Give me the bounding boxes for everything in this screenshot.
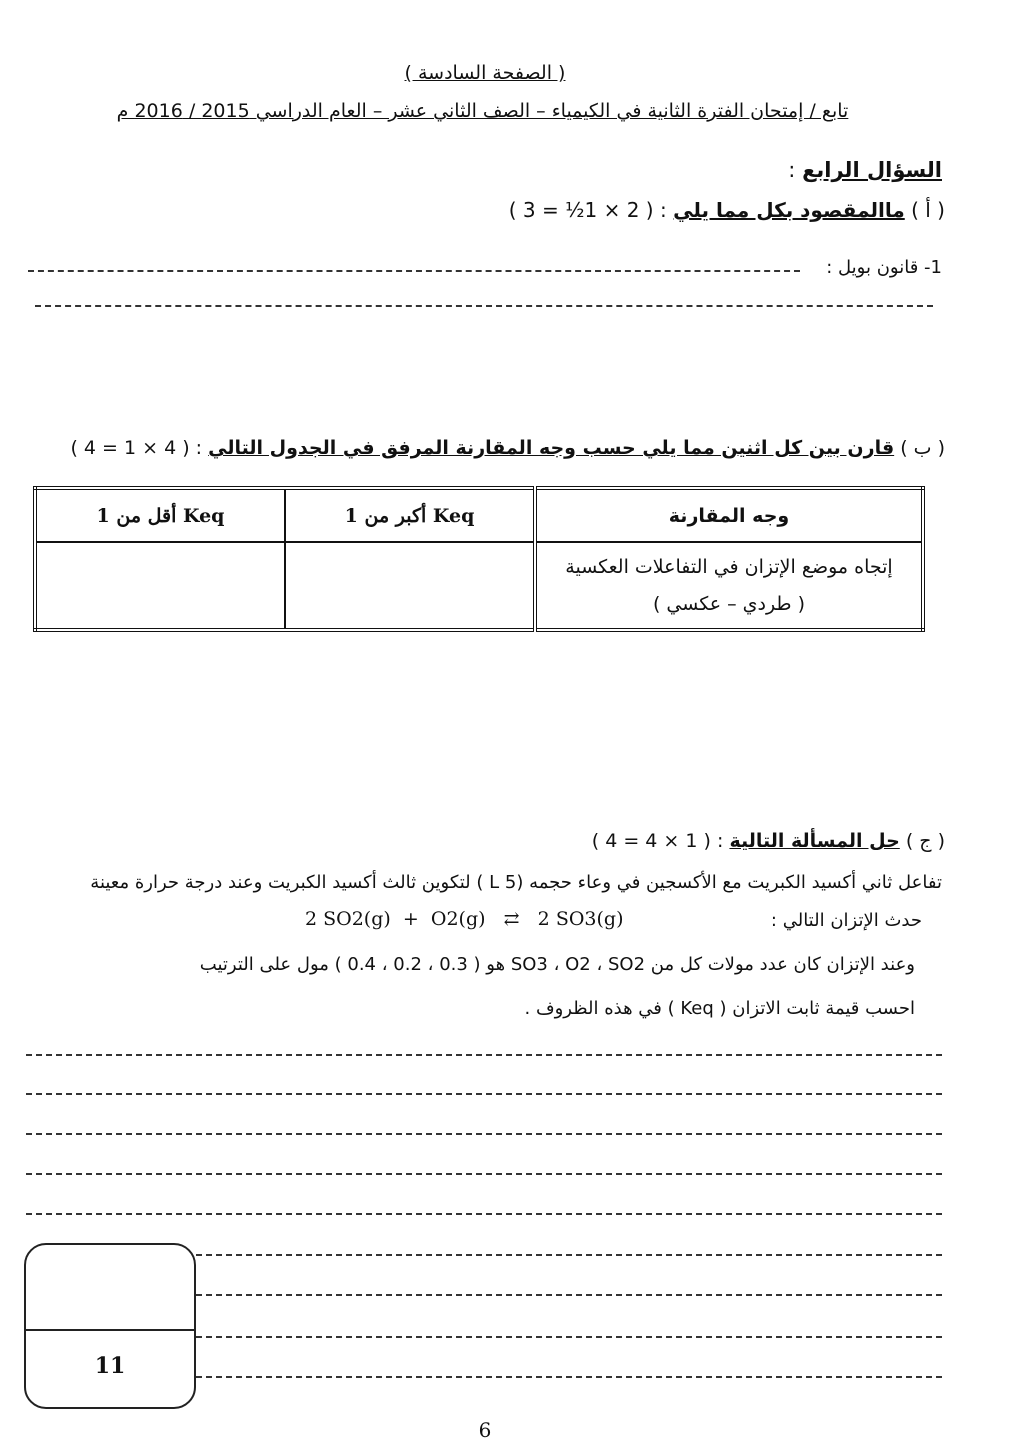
score-box: [24, 1243, 196, 1409]
problem-line-4: احسب قيمة ثابت الاتزان ( Keq ) في هذه الظروف .: [524, 998, 915, 1019]
question-title-row: [788, 158, 942, 182]
part-b-heading-row: [70, 437, 945, 459]
answer-line[interactable]: [35, 305, 933, 307]
problem-line-2: حدث الإتزان التالي :: [770, 910, 922, 931]
answer-line[interactable]: [26, 1093, 942, 1095]
answer-line[interactable]: [196, 1336, 942, 1338]
table-header-keq-greater: Keq أكبر من 1: [285, 488, 535, 542]
part-b-heading: قارن بين كل اثنين مما يلي حسب وجه المقارنة المرفق في الجدول التالي: [208, 437, 895, 459]
page-label: ( الصفحة السادسة ): [404, 62, 566, 84]
part-b-label: ( ب ): [900, 437, 945, 459]
problem-line-3: وعند الإتزان كان عدد مولات كل من SO3 ، O2 ، SO2 هو ( 0.3 ، 0.2 ، 0.4 ) مول على الترتيب: [199, 954, 915, 975]
answer-line[interactable]: [196, 1294, 942, 1296]
part-a-heading-row: [509, 198, 945, 222]
question-title-colon: :: [788, 158, 796, 182]
page-number: 6: [478, 1418, 492, 1442]
question-title: السؤال الرابع: [802, 158, 942, 182]
table-header-keq-less: Keq أقل من 1: [35, 488, 285, 542]
table-row-aspect: [535, 542, 923, 630]
problem-line-1: تفاعل ثاني أكسيد الكبريت مع الأكسجين في وعاء حجمه (5 L ) لتكوين ثالث أكسيد الكبريت وعند درجة حرارة معينة: [90, 872, 942, 893]
aspect-line-2: ( طردي – عكسي ): [652, 592, 806, 615]
equilibrium-equation: 2 SO2(g) + O2(g) ⇄ 2 SO3(g): [305, 908, 624, 930]
part-c-heading-row: [592, 830, 945, 852]
part-c-marks: : ( 1 × 4 = 4 ): [591, 830, 724, 852]
answer-line[interactable]: [26, 1213, 942, 1215]
part-c-heading: حل المسألة التالية: [729, 830, 900, 852]
answer-line[interactable]: [28, 270, 800, 272]
part-a-marks: : ( 2 × 1½ = 3 ): [508, 198, 667, 222]
part-a-item1: 1- قانون بويل :: [826, 257, 942, 278]
answer-line[interactable]: [26, 1173, 942, 1175]
aspect-line-1: إتجاه موضع الإتزان في التفاعلات العكسية: [565, 556, 893, 579]
table-answer-cell-keq-less[interactable]: [35, 542, 285, 630]
part-a-label: ( أ ): [911, 198, 945, 222]
part-a-heading: ماالمقصود بكل مما يلي: [673, 198, 905, 222]
answer-line[interactable]: [196, 1376, 942, 1378]
table-answer-cell-keq-greater[interactable]: [285, 542, 535, 630]
table-header-aspect: وجه المقارنة: [535, 488, 923, 542]
exam-title: تابع / إمتحان الفترة الثانية في الكيمياء – الصف الثاني عشر – العام الدراسي 2015 / 2016 م: [116, 100, 849, 122]
part-c-label: ( ج ): [905, 830, 945, 852]
part-b-marks: : ( 4 × 1 = 4 ): [70, 437, 203, 459]
answer-line[interactable]: [26, 1054, 942, 1056]
score-divider: [26, 1329, 194, 1331]
answer-line[interactable]: [26, 1133, 942, 1135]
comparison-table: [33, 486, 925, 632]
score-total: 11: [94, 1353, 126, 1379]
answer-line[interactable]: [196, 1254, 942, 1256]
